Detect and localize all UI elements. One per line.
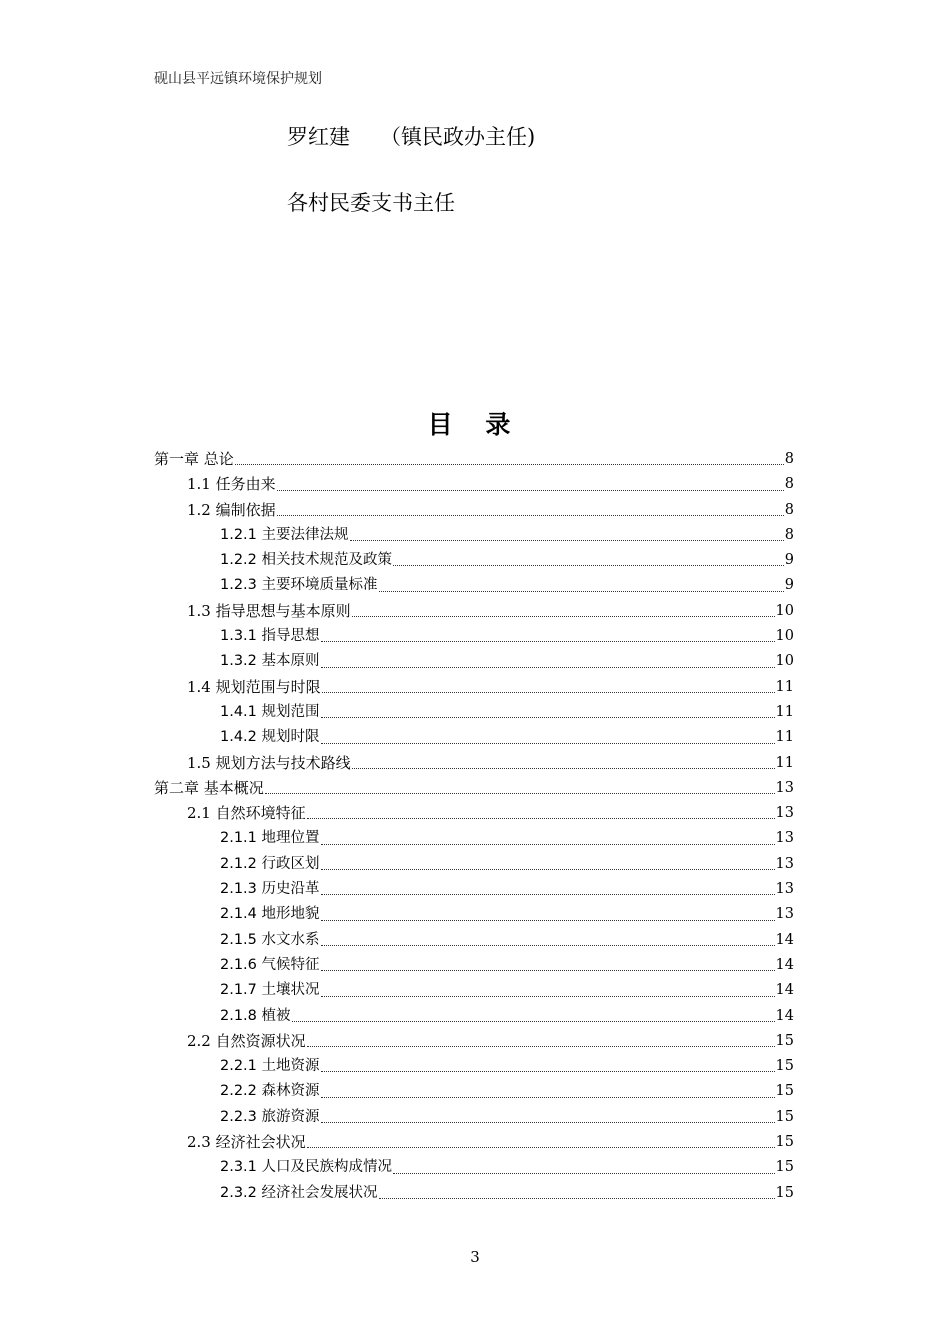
toc-entry-label: 2.2.1 土地资源 [220,1058,320,1075]
toc-dot-leader [321,1122,775,1123]
toc-dot-leader [307,818,775,819]
toc-entry-label: 1.2.2 相关技术规范及政策 [220,552,393,569]
toc-entry[interactable] [154,953,794,978]
toc-entry-label: 2.2 自然资源状况 [187,1031,306,1050]
toc-title: 目 录 [427,410,523,439]
personnel-row [287,127,535,160]
table-of-contents [154,447,794,1206]
toc-entry[interactable] [154,852,794,877]
toc-entry-page: 10 [775,628,794,645]
toc-entry[interactable] [154,928,794,953]
toc-entry-page: 15 [775,1134,794,1151]
toc-entry-page: 8 [784,501,794,518]
toc-dot-leader [321,844,775,845]
toc-dot-leader [321,970,775,971]
toc-entry-label: 第二章 基本概况 [154,778,264,797]
toc-entry-page: 14 [775,982,794,999]
toc-entry-page: 15 [775,1058,794,1075]
toc-entry-label: 第一章 总论 [154,450,234,468]
toc-entry-label: 2.1.2 行政区划 [220,855,320,872]
personnel-name: 各村民委支书主任 [287,191,455,215]
toc-dot-leader [307,1046,775,1047]
toc-entry-page: 13 [775,830,794,847]
toc-entry[interactable] [154,599,794,624]
toc-dot-leader [321,869,775,870]
toc-dot-leader [277,515,784,516]
toc-entry-page: 15 [775,1108,794,1125]
toc-entry-page: 11 [775,729,794,746]
toc-entry[interactable] [154,1155,794,1180]
toc-entry-label: 2.1.1 地理位置 [220,830,320,847]
toc-entry-page: 9 [784,577,794,594]
toc-entry[interactable] [154,1054,794,1079]
toc-entry-label: 2.1.8 植被 [220,1007,291,1024]
toc-entry[interactable] [154,1004,794,1029]
toc-dot-leader [379,1198,775,1199]
toc-entry-label: 1.2 编制依据 [187,500,276,519]
toc-entry[interactable] [154,472,794,497]
toc-dot-leader [321,743,775,744]
toc-dot-leader [265,793,775,794]
toc-dot-leader [321,894,775,895]
toc-entry[interactable] [154,978,794,1003]
toc-entry[interactable] [154,1079,794,1104]
personnel-row [287,193,535,226]
toc-entry[interactable] [154,1181,794,1206]
toc-entry-label: 2.1 自然环境特征 [187,804,306,823]
toc-entry-label: 2.2.3 旅游资源 [220,1108,320,1125]
toc-entry[interactable] [154,548,794,573]
toc-entry-page: 13 [775,855,794,872]
toc-entry-label: 2.1.6 气候特征 [220,956,320,973]
toc-entry[interactable] [154,649,794,674]
toc-entry-label: 1.4.2 规划时限 [220,729,320,746]
toc-dot-leader [321,1097,775,1098]
toc-entry-page: 15 [775,1083,794,1100]
toc-entry[interactable] [154,700,794,725]
toc-entry-page: 13 [775,779,794,796]
toc-entry-label: 1.1 任务由来 [187,475,276,494]
toc-dot-leader [277,490,784,491]
personnel-list [287,127,535,259]
toc-dot-leader [292,1021,775,1022]
toc-entry[interactable] [154,498,794,523]
toc-entry-label: 1.2.1 主要法律法规 [220,526,349,543]
toc-entry[interactable] [154,523,794,548]
toc-entry-label: 1.3.1 指导思想 [220,628,320,645]
toc-entry-label: 1.3.2 基本原则 [220,653,320,670]
toc-dot-leader [321,996,775,997]
toc-entry-page: 13 [775,881,794,898]
toc-entry[interactable] [154,902,794,927]
toc-entry-label: 1.4.1 规划范围 [220,703,320,720]
toc-entry-label: 1.2.3 主要环境质量标准 [220,577,378,594]
toc-entry[interactable] [154,447,794,472]
toc-entry-page: 14 [775,1007,794,1024]
page-number: 3 [470,1248,480,1266]
toc-dot-leader [321,945,775,946]
toc-entry-page: 11 [775,754,794,771]
toc-dot-leader [321,667,775,668]
toc-dot-leader [307,1147,775,1148]
toc-entry[interactable] [154,675,794,700]
toc-dot-leader [321,920,775,921]
toc-entry-label: 2.1.3 历史沿革 [220,881,320,898]
toc-entry-page: 14 [775,931,794,948]
toc-entry[interactable] [154,725,794,750]
toc-entry[interactable] [154,877,794,902]
toc-dot-leader [393,1173,775,1174]
toc-dot-leader [235,464,784,465]
toc-entry-page: 15 [775,1184,794,1201]
personnel-role: （镇民政办主任) [380,125,536,149]
toc-entry-page: 13 [775,906,794,923]
toc-entry-page: 13 [775,805,794,822]
toc-dot-leader [350,540,784,541]
toc-dot-leader [321,641,775,642]
toc-entry-label: 1.4 规划范围与时限 [187,677,321,696]
running-header: 砚山县平远镇环境保护规划 [154,71,322,87]
toc-entry[interactable] [154,776,794,801]
toc-dot-leader [393,565,784,566]
toc-entry-page: 8 [784,451,794,467]
toc-entry-page: 10 [775,602,794,619]
toc-entry-label: 2.1.4 地形地貌 [220,906,320,923]
toc-entry-label: 2.1.5 水文水系 [220,931,320,948]
toc-entry-page: 11 [775,678,794,695]
toc-entry-label: 1.3 指导思想与基本原则 [187,601,351,620]
toc-entry-page: 14 [775,956,794,973]
toc-entry-label: 2.2.2 森林资源 [220,1083,320,1100]
toc-dot-leader [321,1071,775,1072]
toc-dot-leader [322,692,775,693]
toc-entry-page: 8 [784,526,794,543]
toc-entry[interactable] [154,801,794,826]
toc-entry-page: 15 [775,1032,794,1049]
toc-entry[interactable] [154,573,794,598]
toc-entry[interactable] [154,624,794,649]
toc-entry-label: 2.3 经济社会状况 [187,1133,306,1152]
toc-entry-label: 2.3.1 人口及民族构成情况 [220,1159,393,1176]
toc-entry-page: 8 [784,476,794,493]
toc-dot-leader [379,591,784,592]
toc-entry-label: 1.5 规划方法与技术路线 [187,753,351,772]
personnel-name: 罗红建 [287,125,350,149]
toc-entry[interactable] [154,1130,794,1155]
toc-entry[interactable] [154,1105,794,1130]
toc-entry-label: 2.1.7 土壤状况 [220,982,320,999]
toc-dot-leader [352,768,775,769]
toc-entry-page: 11 [775,703,794,720]
toc-entry[interactable] [154,826,794,851]
toc-entry[interactable] [154,1029,794,1054]
toc-dot-leader [352,616,775,617]
toc-entry-page: 9 [784,552,794,569]
toc-entry[interactable] [154,751,794,776]
toc-entry-page: 10 [775,653,794,670]
toc-entry-label: 2.3.2 经济社会发展状况 [220,1184,378,1201]
toc-entry-page: 15 [775,1159,794,1176]
toc-dot-leader [321,717,775,718]
